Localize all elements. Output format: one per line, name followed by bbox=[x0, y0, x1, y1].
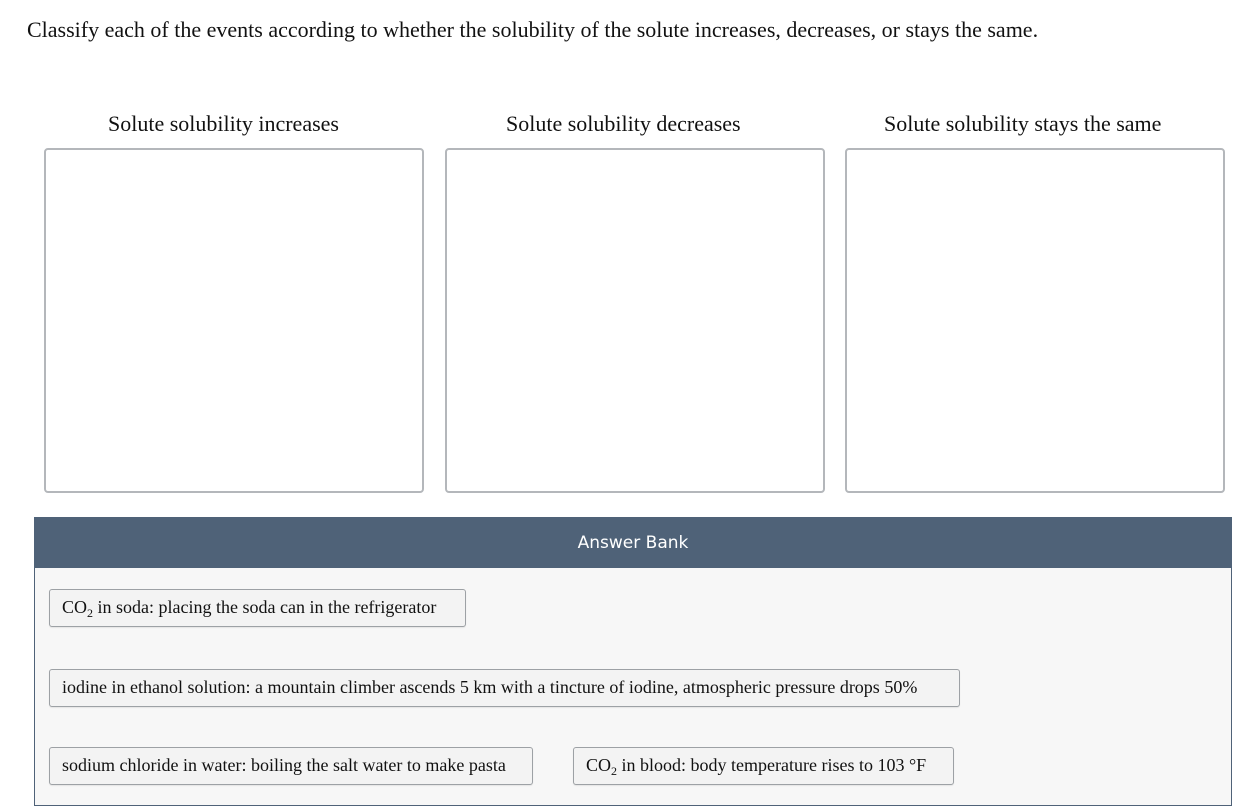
bin-label-same: Solute solubility stays the same bbox=[884, 111, 1162, 136]
item-text: iodine in ethanol solution: a mountain climber ascends 5 km with a tincture of iodine, atmospheric pressure drops 50% bbox=[62, 677, 918, 697]
answer-item-sodium-chloride[interactable] bbox=[49, 747, 533, 785]
item-formula: CO bbox=[62, 597, 88, 617]
item-text: in soda: placing the soda can in the refrigerator bbox=[93, 597, 437, 617]
answer-bank-header: Answer Bank bbox=[35, 518, 1231, 568]
bin-label-increases: Solute solubility increases bbox=[108, 111, 339, 136]
item-subscript: 2 bbox=[87, 606, 94, 620]
answer-item-co2-soda[interactable] bbox=[49, 589, 466, 627]
bin-label-decreases: Solute solubility decreases bbox=[506, 111, 741, 136]
answer-item-co2-blood[interactable] bbox=[573, 747, 954, 785]
drop-zone-decreases[interactable] bbox=[445, 148, 825, 493]
item-text: sodium chloride in water: boiling the salt water to make pasta bbox=[62, 755, 506, 775]
item-formula: CO bbox=[586, 755, 612, 775]
item-subscript: 2 bbox=[611, 764, 618, 778]
answer-bank bbox=[34, 517, 1232, 806]
drop-zone-increases[interactable] bbox=[44, 148, 424, 493]
instructions: Classify each of the events according to whether the solubility of the solute increases, decreases, or stays the same. bbox=[27, 17, 1039, 42]
answer-item-iodine-ethanol[interactable] bbox=[49, 669, 960, 707]
drop-zone-same[interactable] bbox=[845, 148, 1225, 493]
item-text: in blood: body temperature rises to 103 °F bbox=[617, 755, 927, 775]
